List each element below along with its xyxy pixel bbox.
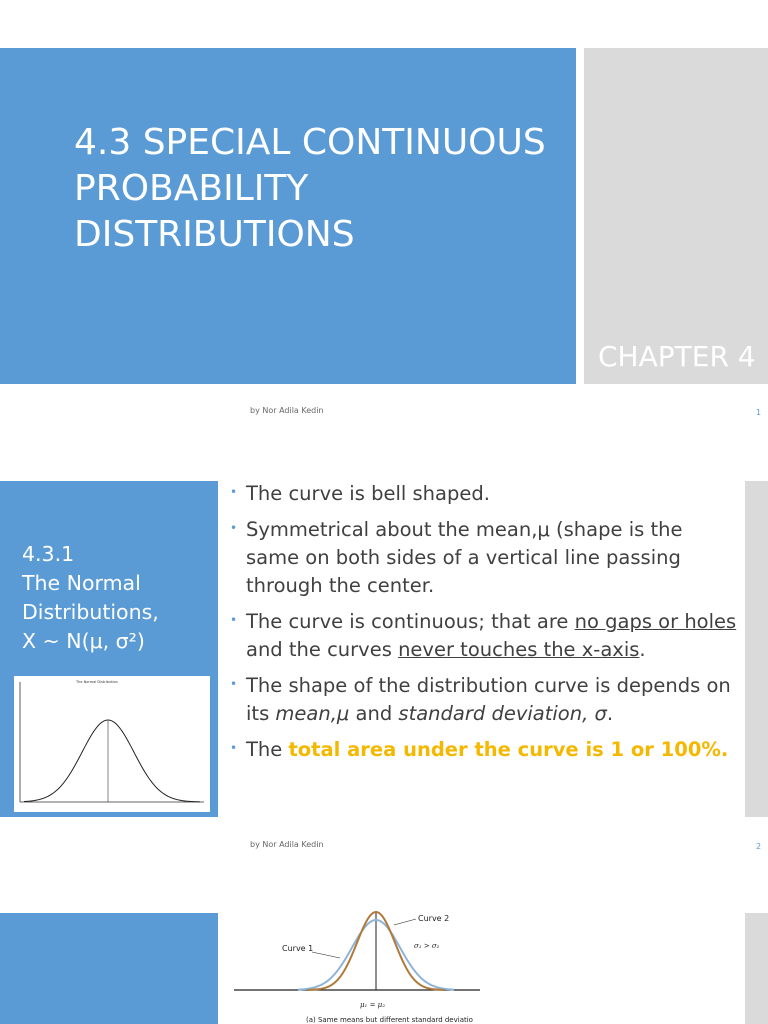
slide1-page-number: 1 <box>756 408 762 417</box>
bullet-symmetrical: • Symmetrical about the mean,μ (shape is the same on both sides of a vertical line passing through the center. <box>226 516 738 600</box>
compare-curves-chart <box>228 908 488 1024</box>
normal-chart-title: The Normal Distribution <box>76 680 118 684</box>
property-list <box>226 480 738 772</box>
compare-caption: (a) Same means but different standard deviatio <box>306 1016 473 1024</box>
bullet-shape-depends: • The shape of the distribution curve is depends on its mean,μ and standard deviation, σ. <box>226 672 738 728</box>
slide2-page-number: 2 <box>756 842 762 851</box>
slide2-title <box>22 540 212 656</box>
distribution-notation: X ~ N(μ, σ²) <box>22 629 145 653</box>
slide2-side-panel <box>745 481 768 817</box>
curve1-label: Curve 1 <box>282 944 314 953</box>
curve2-pointer <box>394 919 416 925</box>
curve2-label: Curve 2 <box>418 914 450 923</box>
slide1-side-panel <box>584 48 768 384</box>
slide2-footer: by Nor Adila Kedin <box>250 840 324 849</box>
section-number: 4.3.1 <box>22 542 75 566</box>
chapter-label: CHAPTER 4 <box>598 340 756 373</box>
curve1-pointer <box>312 952 340 958</box>
bullet-total-area: • The total area under the curve is 1 or 100%. <box>226 736 738 764</box>
slide1-title: 4.3 SPECIAL CONTINUOUS PROBABILITY DISTRIBUTIONS <box>74 122 546 255</box>
slide3-side-panel <box>745 913 768 1024</box>
slide1-footer: by Nor Adila Kedin <box>250 406 324 415</box>
sigma-relation: σ₁ > σ₂ <box>414 942 440 950</box>
bullet-continuous: • The curve is continuous; that are no gaps or holes and the curves never touches the x-axis. <box>226 608 738 664</box>
section-heading: The Normal Distributions, <box>22 571 159 624</box>
slide3-left-panel <box>0 913 218 1024</box>
normal-distribution-chart <box>14 676 210 812</box>
mu-relation: μ₁ = μ₂ <box>360 1001 386 1009</box>
bullet-bell-shaped: • The curve is bell shaped. <box>226 480 738 508</box>
